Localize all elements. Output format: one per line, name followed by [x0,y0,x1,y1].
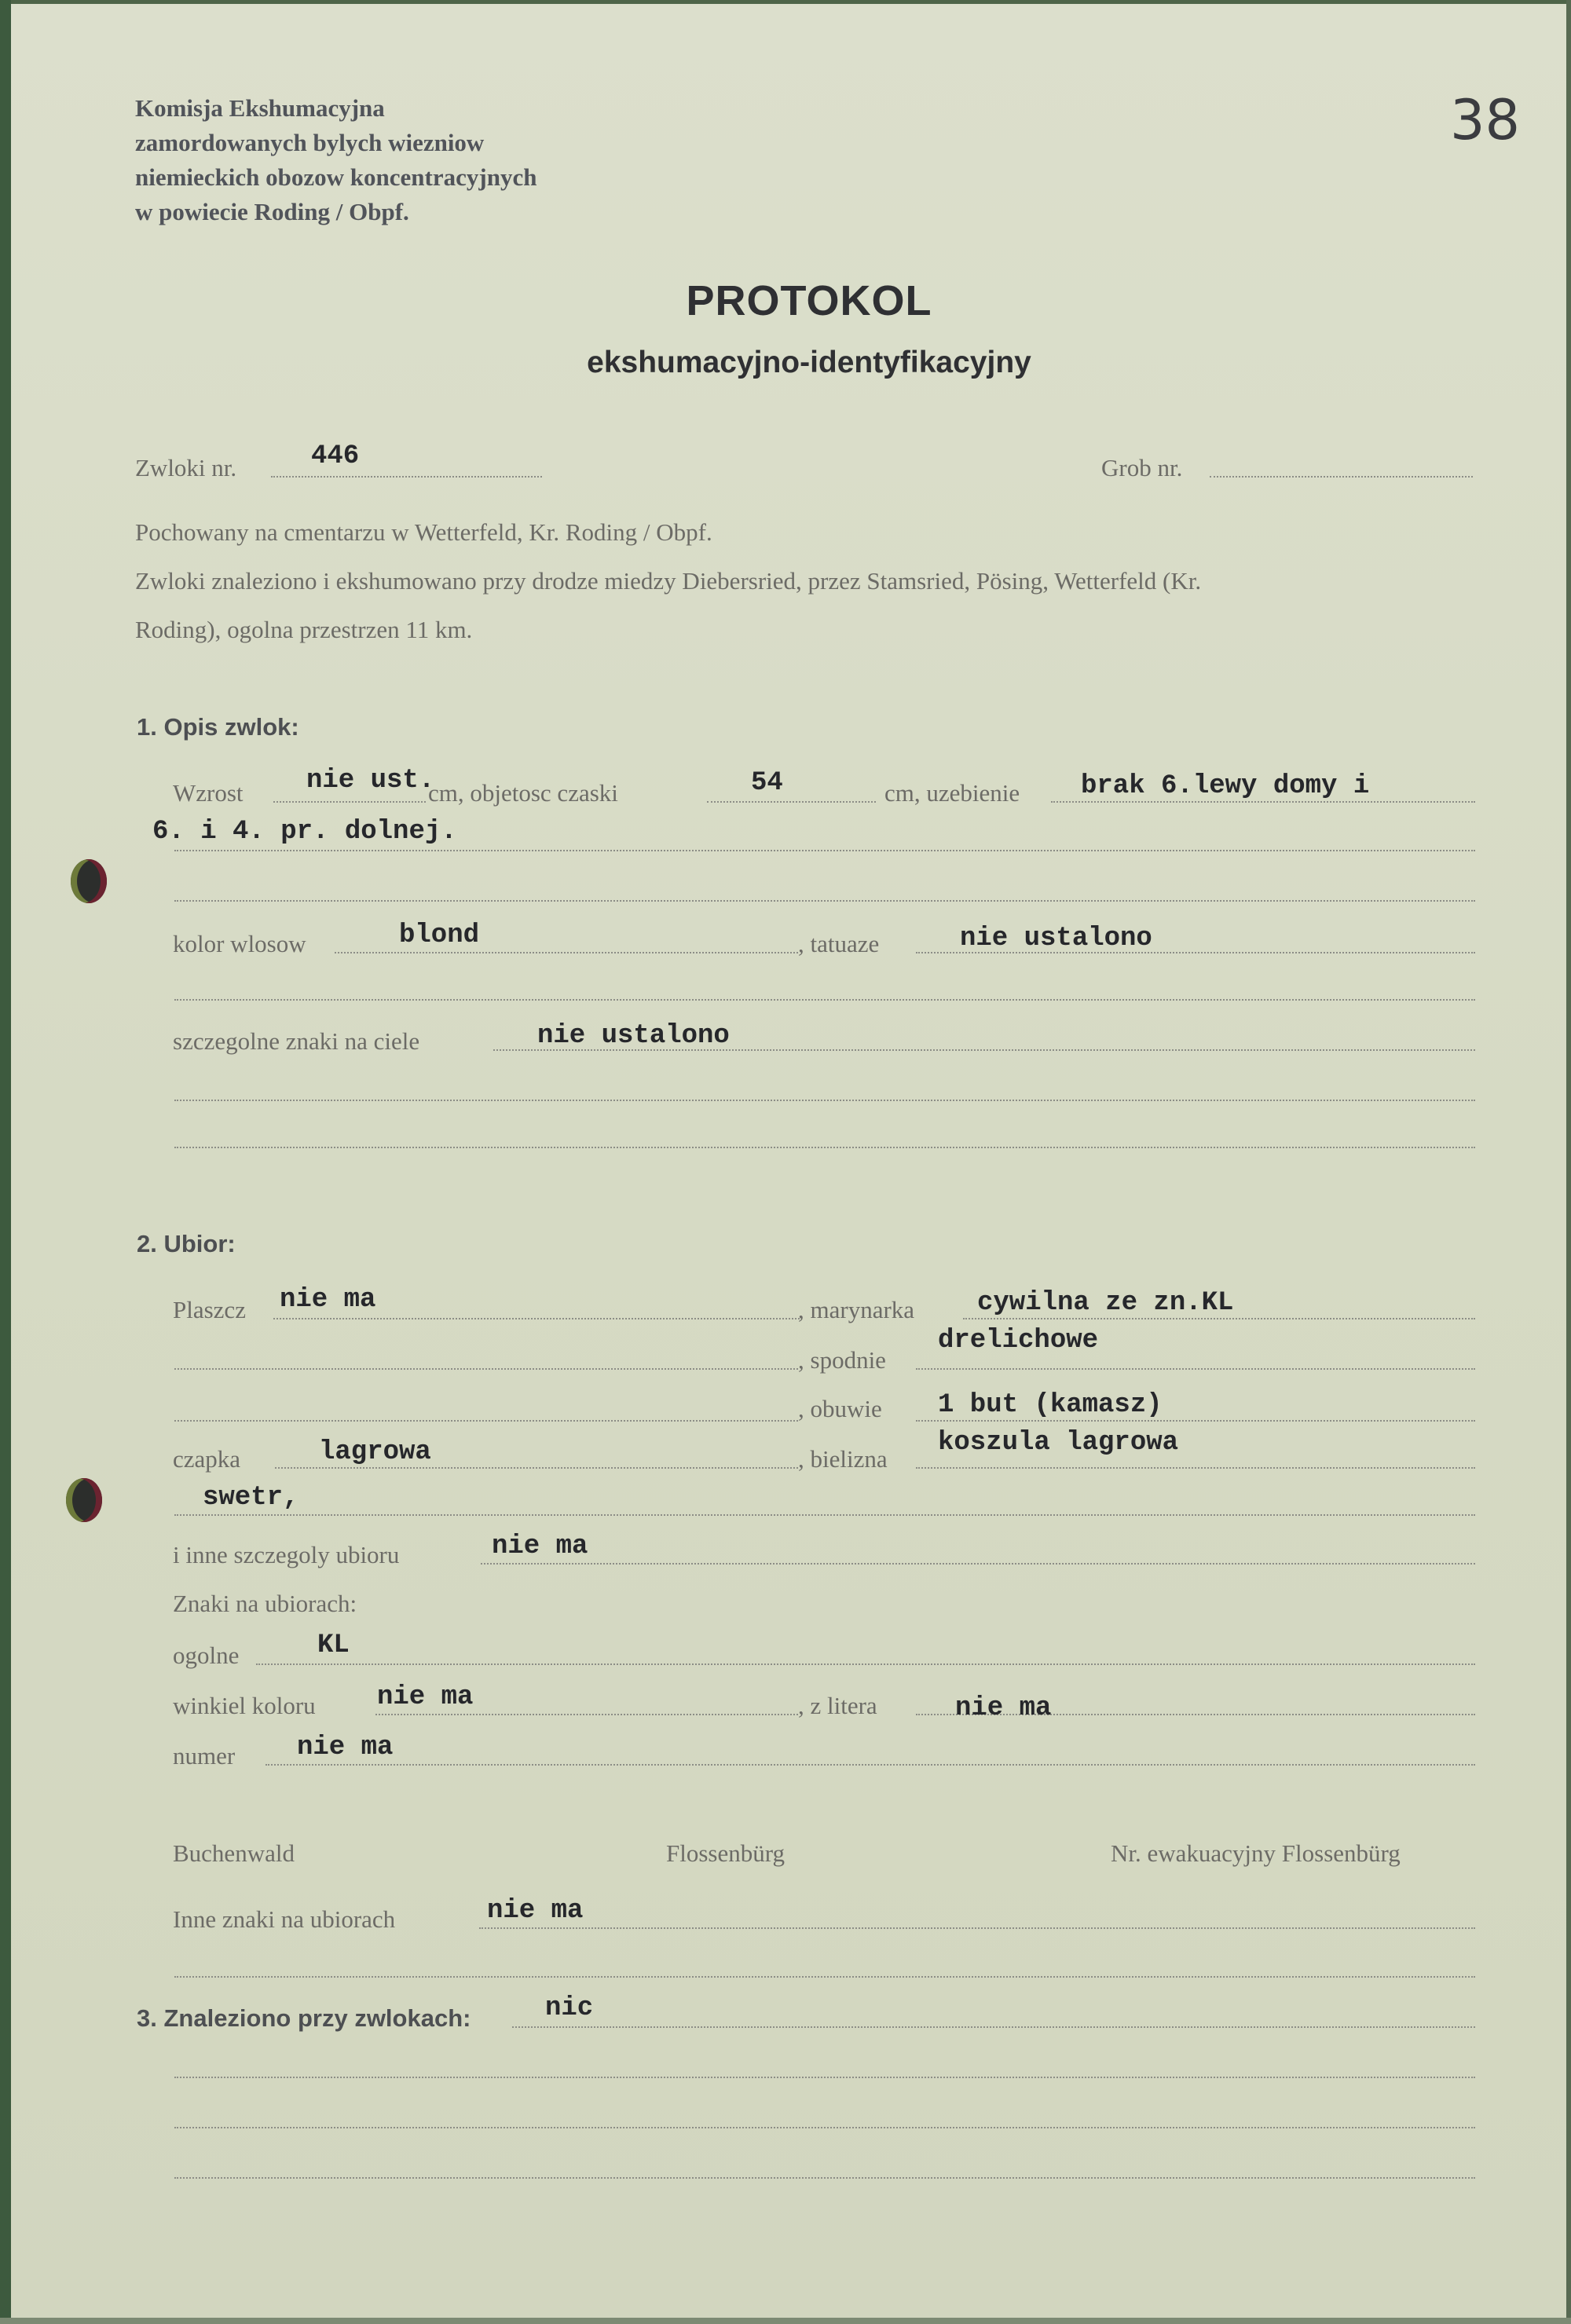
marynarka-line [963,1318,1475,1319]
marynarka-label: , marynarka [798,1296,915,1323]
header-line-4: w powiecie Roding / Obpf. [135,198,409,225]
section-3-line [512,2026,1475,2028]
blank-line-3 [174,1100,1475,1101]
winkiel-line [375,1714,798,1715]
znaki-label: szczegolne znaki na ciele [173,1027,420,1055]
page-edge-top [0,0,1571,4]
wzrost-line [273,801,426,803]
inne-znaki-label: Inne znaki na ubiorach [173,1905,396,1933]
page-number: 38 [1450,88,1521,152]
bielizna-line [916,1467,1475,1469]
znaki-value: nie ustalono [537,1021,730,1051]
znaleziono-text-2: Roding), ogolna przestrzen 11 km. [135,616,473,643]
ogolne-label: ogolne [173,1641,240,1669]
marynarka-value: cywilna ze zn.KL [977,1288,1234,1318]
blank-line-6 [174,1420,798,1422]
zwloki-value: 446 [311,441,360,471]
header-line-1: Komisja Ekshumacyjna [135,94,385,122]
blank-line-7 [174,1514,1475,1516]
section-2-heading: 2. Ubior: [137,1230,236,1257]
spodnie-line [916,1368,1475,1370]
kolor-line [335,952,798,953]
zwloki-line [271,476,542,478]
czapka-line [275,1467,798,1469]
numer-line [265,1764,1475,1766]
header-line-3: niemieckich obozow koncentracyjnych [135,163,537,191]
numer-value: nie ma [297,1733,394,1762]
wzrost-label: Wzrost [173,779,244,807]
spodnie-value: drelichowe [938,1326,1099,1356]
inne-znaki-line [479,1927,1475,1929]
flossenburg-label: Flossenbürg [666,1839,786,1867]
section-1-heading: 1. Opis zwlok: [137,713,299,741]
document-subtitle: ekshumacyjno-identyfikacyjny [587,346,1031,379]
bielizna-value: koszula lagrowa [938,1428,1179,1458]
cm-objetosc-label: cm, objetosc czaski [428,779,618,807]
ogolne-value: KL [317,1630,350,1660]
kolor-value: blond [399,920,480,950]
litera-value: nie ma [955,1693,1052,1723]
obuwie-label: , obuwie [798,1395,882,1422]
grob-line [1210,476,1473,478]
obuwie-value: 1 but (kamasz) [938,1390,1163,1420]
czapka-label: czapka [173,1445,241,1473]
grob-label: Grob nr. [1101,454,1183,481]
znaleziono-text-1: Zwloki znaleziono i ekshumowano przy drodze miedzy Diebersried, przez Stamsried, Pösing, Wetterfeld (Kr. [135,567,1202,595]
czaszka-value: 54 [751,768,783,798]
obuwie-line [916,1420,1475,1422]
plaszcz-value: nie ma [280,1285,376,1315]
page-edge-bottom [0,2318,1571,2324]
spodnie-label: , spodnie [798,1346,886,1374]
document-title: PROTOKOL [686,277,932,324]
tatuaze-label: , tatuaze [798,930,880,957]
zwloki-label: Zwloki nr. [135,454,237,481]
binder-hole-bottom [66,1478,102,1522]
kolor-label: kolor wlosow [173,930,306,957]
inne-znaki-value: nie ma [487,1896,584,1926]
winkiel-value: nie ma [377,1682,474,1712]
inne-szczegoly-line [481,1563,1475,1565]
blank-line-5 [174,1368,798,1370]
uzebienie-value: brak 6.lewy domy i [1081,771,1370,801]
inne-szczegoly-label: i inne szczegoly ubioru [173,1541,400,1568]
blank-line-1 [174,900,1475,902]
ewakuacyjny-label: Nr. ewakuacyjny Flossenbürg [1111,1839,1401,1867]
blank-line-8 [174,1976,1475,1978]
blank-line-9 [174,2077,1475,2078]
numer-label: numer [173,1742,236,1770]
uzebienie-label: cm, uzebienie [884,779,1020,807]
plaszcz-label: Plaszcz [173,1296,246,1323]
blank-line-10 [174,2127,1475,2128]
swetr-value: swetr, [203,1483,299,1513]
znaki-na-ubiorach-heading: Znaki na ubiorach: [173,1590,357,1617]
section-3-value: nic [545,1993,594,2023]
czapka-value: lagrowa [319,1437,431,1467]
ogolne-line [256,1663,1475,1665]
inne-szczegoly-value: nie ma [492,1532,588,1561]
czaszka-line [707,801,876,803]
blank-line-11 [174,2177,1475,2179]
pochowany-text: Pochowany na cmentarzu w Wetterfeld, Kr. Roding / Obpf. [135,518,712,546]
uzebienie-value-2: 6. i 4. pr. dolnej. [152,817,457,847]
section-3-heading: 3. Znaleziono przy zwlokach: [137,2004,471,2032]
litera-label: , z litera [798,1692,877,1719]
wzrost-value: nie ust. [306,766,435,796]
blank-line-4 [174,1147,1475,1148]
header-line-2: zamordowanych bylych wiezniow [135,129,485,156]
binder-hole-top [71,859,107,903]
commission-header [135,91,536,229]
bielizna-label: , bielizna [798,1445,888,1473]
uzebienie-line [1051,801,1475,803]
tatuaze-value: nie ustalono [960,924,1152,953]
winkiel-label: winkiel koloru [173,1692,316,1719]
buchenwald-label: Buchenwald [173,1839,295,1867]
plaszcz-line [273,1318,800,1319]
blank-line-2 [174,999,1475,1001]
uzebienie-line-2 [174,850,1475,851]
